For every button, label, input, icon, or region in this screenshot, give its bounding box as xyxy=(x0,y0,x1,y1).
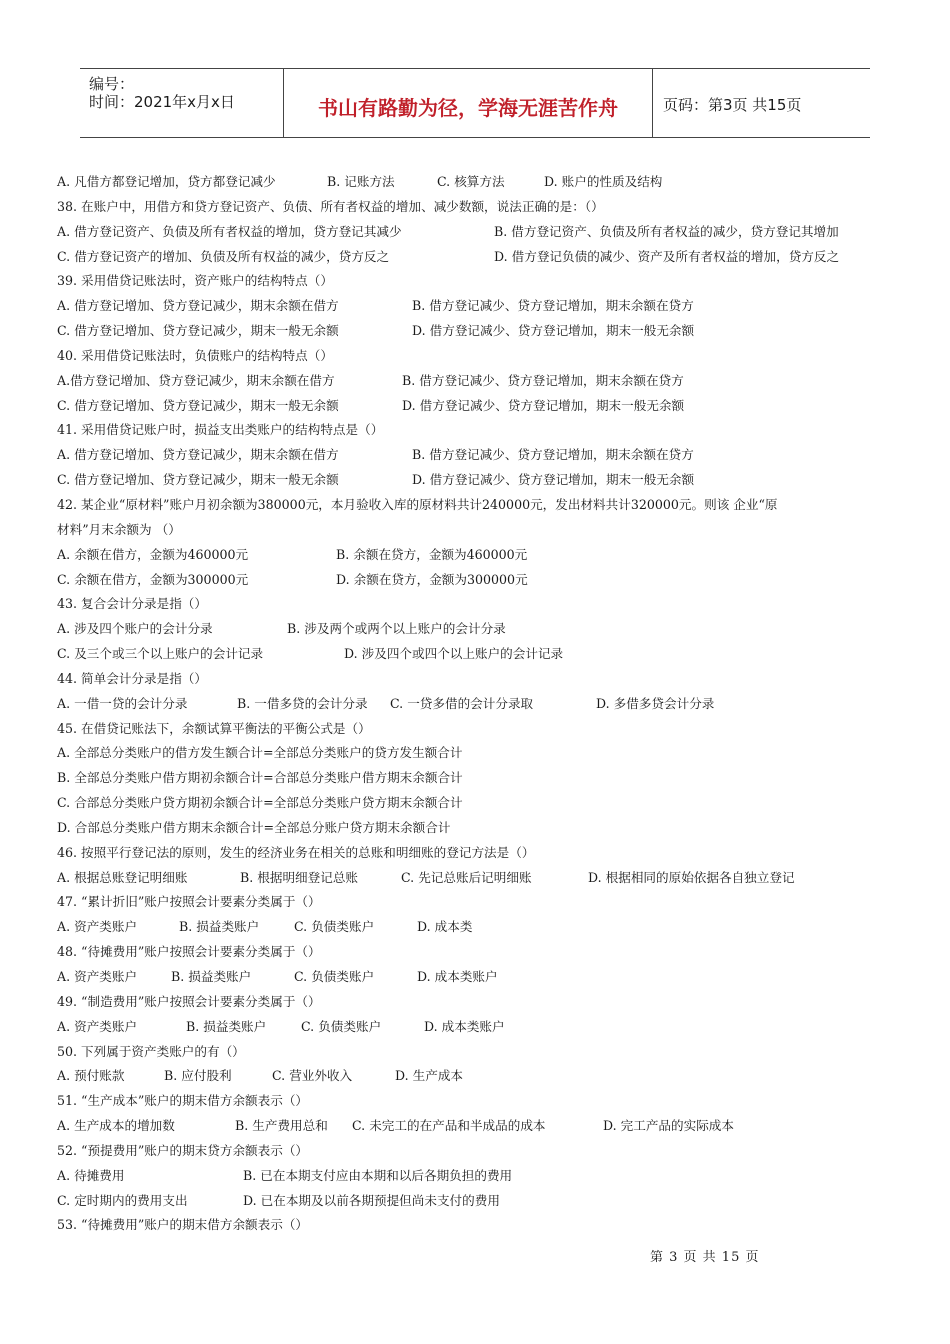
option-text: D. 借方登记减少、贷方登记增加，期末一般无余额 xyxy=(402,397,685,413)
text-line xyxy=(57,269,899,294)
text-line xyxy=(57,468,899,493)
option-text: C. 一贷多借的会计分录取 xyxy=(390,695,534,711)
line-text: A. 凡借方都登记增加，贷方都登记减少 xyxy=(57,174,276,189)
line-text: C. 及三个或三个以上账户的会计记录 xyxy=(57,646,264,662)
text-line xyxy=(57,841,899,866)
line-text: A. 根据总账登记明细账 xyxy=(57,869,188,885)
option-text: D. 成本类账户 xyxy=(424,1018,505,1034)
text-line xyxy=(57,568,899,593)
option-text: C. 负债类账户 xyxy=(301,1018,382,1034)
serial-label: 编号： xyxy=(89,75,135,93)
line-text: 42. 某企业“原材料”账户月初余额为380000元，本月验收入库的原材料共计240000元，发出材料共计320000元。则该 企业“原 xyxy=(57,496,778,512)
header-left-cell xyxy=(80,69,284,137)
option-text: C. 营业外收入 xyxy=(272,1068,353,1084)
line-text: 38. 在账户中，用借方和贷方登记资产、负债、所有者权益的增加、减少数额，说法正确的是：（） xyxy=(57,198,604,214)
line-text: 47. “累计折旧”账户按照会计要素分类属于（） xyxy=(57,894,321,910)
text-line xyxy=(57,816,899,841)
text-line xyxy=(57,493,899,518)
line-text: 43. 复合会计分录是指（） xyxy=(57,596,207,612)
question-content xyxy=(57,170,899,1238)
line-text: C. 借方登记增加、贷方登记减少，期末一般无余额 xyxy=(57,472,339,488)
line-text: A. 资产类账户 xyxy=(57,919,138,935)
text-line xyxy=(57,617,899,642)
text-line xyxy=(57,1213,899,1238)
line-text: A. 资产类账户 xyxy=(57,1018,138,1034)
line-text: A. 借方登记增加、贷方登记减少，期末余额在借方 xyxy=(57,298,339,314)
option-text: C. 未完工的在产品和半成品的成本 xyxy=(352,1118,546,1134)
text-line xyxy=(57,518,899,543)
text-line xyxy=(57,170,899,195)
line-text: 44. 简单会计分录是指（） xyxy=(57,670,207,686)
option-text: B. 一借多贷的会计分录 xyxy=(237,695,368,711)
line-text: A. 全部总分类账户的借方发生额合计=全部总分类账户的贷方发生额合计 xyxy=(57,745,463,761)
line-text: 40. 采用借贷记账法时，负债账户的结构特点（） xyxy=(57,347,333,363)
text-line xyxy=(57,1189,899,1214)
line-text: 50. 下列属于资产类账户的有（） xyxy=(57,1043,245,1059)
line-text: A. 借方登记增加、贷方登记减少，期末余额在借方 xyxy=(57,447,339,463)
text-line xyxy=(57,220,899,245)
line-text: A. 资产类账户 xyxy=(57,969,138,984)
option-text: B. 借方登记减少、贷方登记增加，期末余额在贷方 xyxy=(412,298,694,314)
line-text: C. 余额在借方，金额为300000元 xyxy=(57,571,249,587)
option-text: B. 记账方法 xyxy=(327,174,395,189)
option-text: C. 负债类账户 xyxy=(294,969,375,984)
line-text: C. 定时期内的费用支出 xyxy=(57,1192,188,1208)
line-text: A. 生产成本的增加数 xyxy=(57,1118,175,1134)
option-text: D. 涉及四个或四个以上账户的会计记录 xyxy=(344,646,564,662)
text-line xyxy=(57,1164,899,1189)
line-text: C. 借方登记增加、贷方登记减少，期末一般无余额 xyxy=(57,397,339,413)
line-text: 52. “预提费用”账户的期末贷方余额表示（） xyxy=(57,1142,309,1158)
text-line xyxy=(57,1040,899,1065)
option-text: D. 完工产品的实际成本 xyxy=(603,1118,734,1134)
option-text: C. 先记总账后记明细账 xyxy=(401,869,532,885)
text-line xyxy=(57,1064,899,1089)
text-line xyxy=(57,667,899,692)
option-text: B. 借方登记减少、贷方登记增加，期末余额在贷方 xyxy=(402,372,684,388)
option-text: B. 涉及两个或两个以上账户的会计分录 xyxy=(287,621,506,637)
option-text: D. 多借多贷会计分录 xyxy=(596,695,715,711)
option-text: D. 生产成本 xyxy=(395,1068,464,1084)
line-text: A. 涉及四个账户的会计分录 xyxy=(57,621,213,637)
text-line xyxy=(57,717,899,742)
text-line xyxy=(57,1089,899,1114)
line-text: 45. 在借贷记账法下，余额试算平衡法的平衡公式是（） xyxy=(57,720,371,736)
option-text: B. 生产费用总和 xyxy=(235,1118,328,1134)
option-text: D. 借方登记负债的减少、资产及所有者权益的增加，贷方反之 xyxy=(494,248,840,264)
text-line xyxy=(57,915,899,940)
text-line xyxy=(57,443,899,468)
text-line xyxy=(57,245,899,270)
line-text: 材料”月末余额为 （） xyxy=(57,521,181,537)
header-motto-cell xyxy=(284,69,653,137)
text-line xyxy=(57,543,899,568)
text-line xyxy=(57,965,899,990)
text-line xyxy=(57,866,899,891)
option-text: C. 负债类账户 xyxy=(294,919,375,935)
line-text: A.借方登记增加、贷方登记减少，期末余额在借方 xyxy=(57,372,335,388)
motto-text: 书山有路勤为径，学海无涯苦作舟 xyxy=(318,96,618,120)
option-text: B. 损益类账户 xyxy=(171,969,252,984)
option-text: D. 成本类账户 xyxy=(417,969,498,984)
line-text: 48. “待摊费用”账户按照会计要素分类属于（） xyxy=(57,944,321,960)
text-line xyxy=(57,394,899,419)
option-text: B. 损益类账户 xyxy=(186,1018,267,1034)
text-line xyxy=(57,1139,899,1164)
line-text: A. 余额在借方，金额为460000元 xyxy=(57,546,249,562)
text-line xyxy=(57,890,899,915)
text-line xyxy=(57,195,899,220)
option-text: D. 余额在贷方，金额为300000元 xyxy=(336,571,528,587)
option-text: D. 成本类 xyxy=(417,919,473,935)
line-text: A. 预付账款 xyxy=(57,1068,125,1084)
option-text: B. 余额在贷方，金额为460000元 xyxy=(336,546,528,562)
text-line xyxy=(57,741,899,766)
text-line xyxy=(57,791,899,816)
text-line xyxy=(57,592,899,617)
text-line xyxy=(57,319,899,344)
text-line xyxy=(57,990,899,1015)
header-page-cell xyxy=(653,69,870,137)
option-text: D. 账户的性质及结构 xyxy=(544,174,663,189)
option-text: B. 借方登记减少、贷方登记增加，期末余额在贷方 xyxy=(412,447,694,463)
text-line xyxy=(57,418,899,443)
line-text: 53. “待摊费用”账户的期末借方余额表示（） xyxy=(57,1217,309,1233)
text-line xyxy=(57,766,899,791)
line-text: 49. “制造费用”账户按照会计要素分类属于（） xyxy=(57,993,321,1009)
option-text: B. 根据明细登记总账 xyxy=(240,869,359,885)
line-text: 46. 按照平行登记法的原则，发生的经济业务在相关的总账和明细账的登记方法是（） xyxy=(57,844,535,860)
line-text: 41. 采用借贷记账户时，损益支出类账户的结构特点是（） xyxy=(57,422,384,438)
line-text: C. 借方登记资产的增加、负债及所有权益的减少，贷方反之 xyxy=(57,248,390,264)
page-header xyxy=(80,68,870,138)
line-text: C. 借方登记增加、贷方登记减少，期末一般无余额 xyxy=(57,323,339,339)
line-text: 51. “生产成本”账户的期末借方余额表示（） xyxy=(57,1093,309,1109)
line-text: D. 合部总分类账户借方期末余额合计=全部总分账户贷方期末余额合计 xyxy=(57,819,451,835)
option-text: D. 借方登记减少、贷方登记增加，期末一般无余额 xyxy=(412,323,695,339)
line-text: A. 待摊费用 xyxy=(57,1167,125,1183)
text-line xyxy=(57,294,899,319)
option-text: D. 根据相同的原始依据各自独立登记 xyxy=(588,869,795,885)
line-text: B. 全部总分类账户借方期初余额合计=合部总分类账户借方期末余额合计 xyxy=(57,770,463,786)
text-line xyxy=(57,940,899,965)
option-text: C. 核算方法 xyxy=(437,174,505,189)
option-text: B. 应付股利 xyxy=(164,1068,232,1084)
line-text: 39. 采用借贷记账法时，资产账户的结构特点（） xyxy=(57,273,333,289)
option-text: B. 已在本期支付应由本期和以后各期负担的费用 xyxy=(243,1167,513,1183)
text-line xyxy=(57,344,899,369)
text-line xyxy=(57,369,899,394)
line-text: A. 借方登记资产、负债及所有者权益的增加，贷方登记其减少 xyxy=(57,223,402,239)
line-text: C. 合部总分类账户贷方期初余额合计=全部总分类账户贷方期末余额合计 xyxy=(57,795,463,811)
text-line xyxy=(57,692,899,717)
option-text: B. 损益类账户 xyxy=(179,919,260,935)
option-text: D. 借方登记减少、贷方登记增加，期末一般无余额 xyxy=(412,472,695,488)
option-text: D. 已在本期及以前各期预提但尚未支付的费用 xyxy=(243,1192,500,1208)
text-line xyxy=(57,1114,899,1139)
text-line xyxy=(57,1015,899,1040)
line-text: A. 一借一贷的会计分录 xyxy=(57,695,188,711)
page-footer: 第 3 页 共 15 页 xyxy=(650,1250,760,1265)
option-text: B. 借方登记资产、负债及所有者权益的减少，贷方登记其增加 xyxy=(494,223,839,239)
text-line xyxy=(57,642,899,667)
page-info: 页码：第3页 共15页 xyxy=(663,96,802,114)
date-label: 时间：2021年x月x日 xyxy=(89,93,235,111)
